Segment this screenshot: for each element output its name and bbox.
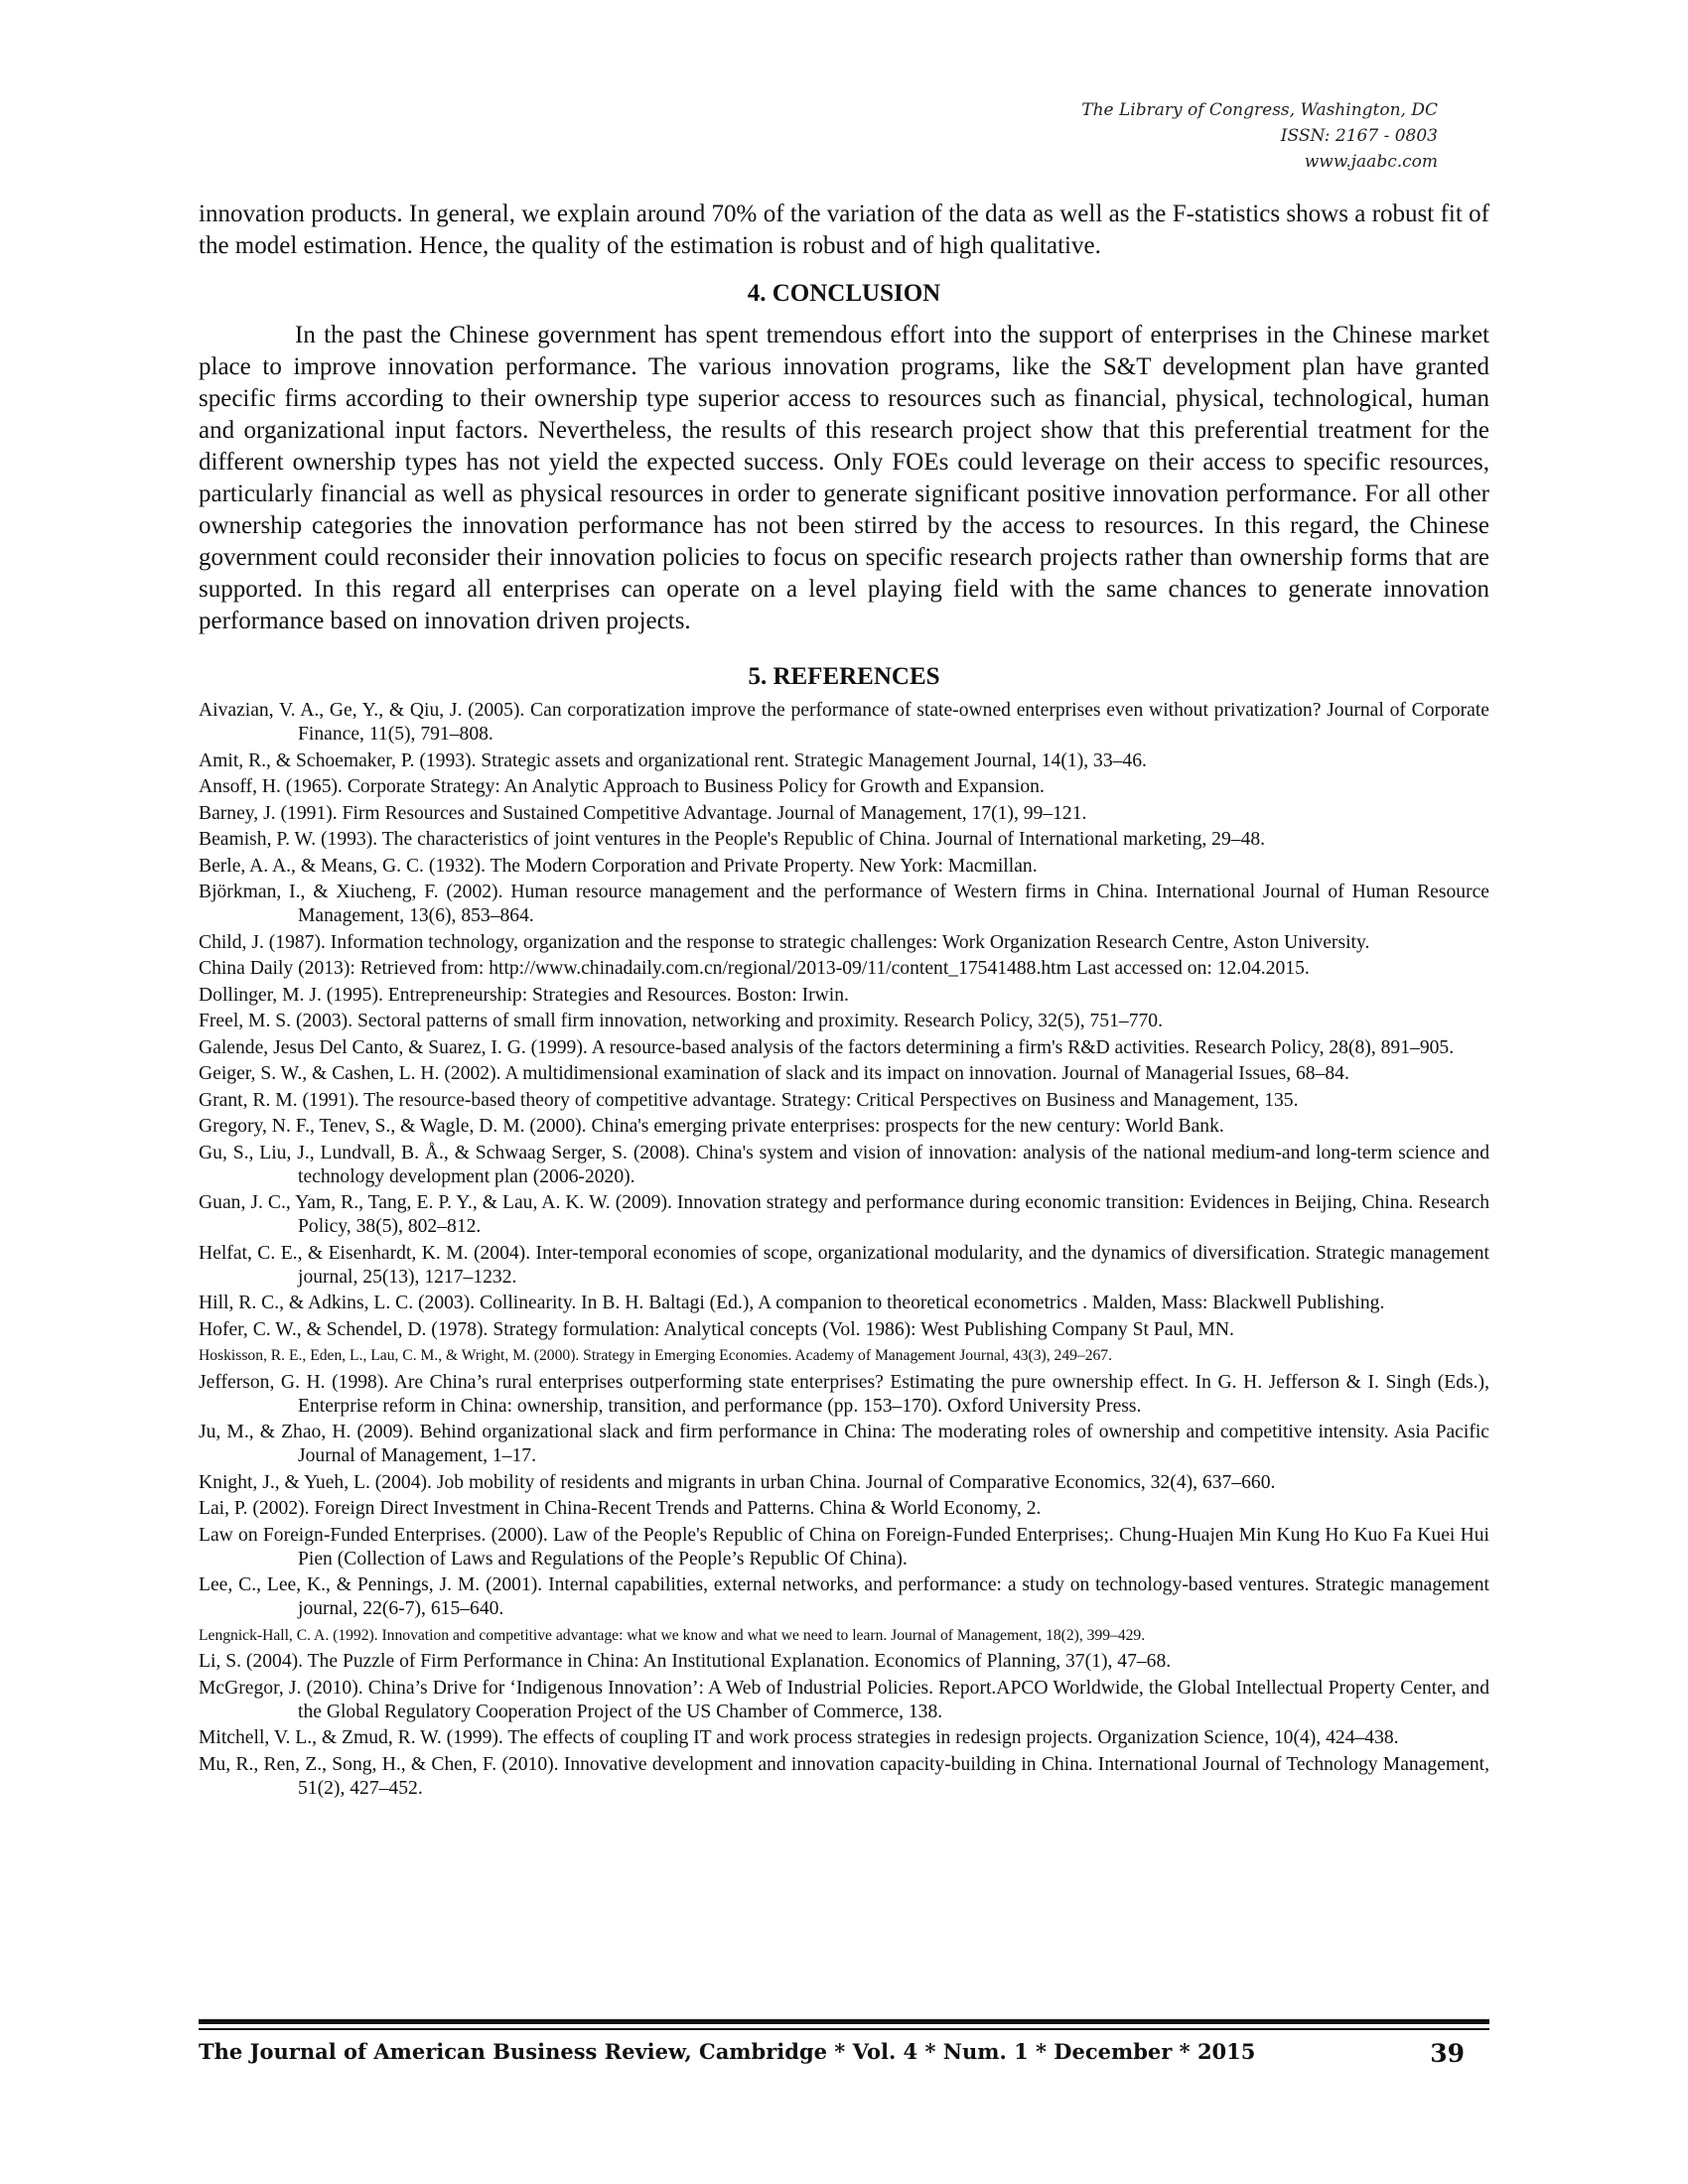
reference-item: Law on Foreign-Funded Enterprises. (2000). Law of the People's Republic of China on Foreign-Funded Enterprises;. Chung-Huajen Min Kung Ho Kuo Fa Kuei Hui Pien (Collection of Laws and Regulations of the People’s Republic Of China). (199, 1524, 1489, 1570)
conclusion-paragraph: In the past the Chinese government has spent tremendous effort into the support of enterprises in the Chinese market place to improve innovation performance. The various innovation programs, like the S&T development plan have granted specific firms according to their ownership type superior access to resources such as financial, physical, technological, human and organizational input factors. Nevertheless, the results of this research project show that this preferential treatment for the different ownership types has not yield the expected success. Only FOEs could leverage on their access to specific resources, particularly financial as well as physical resources in order to generate significant positive innovation performance. For all other ownership categories the innovation performance has not been stirred by the access to resources. In this regard, the Chinese government could reconsider their innovation policies to focus on specific research projects rather than ownership forms that are supported. In this regard all enterprises can operate on a level playing field with the same chances to generate innovation performance based on innovation driven projects. (199, 322, 1489, 634)
reference-item: Berle, A. A., & Means, G. C. (1932). The Modern Corporation and Private Property. New York: Macmillan. (199, 855, 1038, 877)
reference-item: Child, J. (1987). Information technology, organization and the response to strategic challenges: Work Organization Research Centre, Aston University. (199, 931, 1370, 953)
reference-item: Galende, Jesus Del Canto, & Suarez, I. G. (1999). A resource-based analysis of the factors determining a firm's R&D activities. Research Policy, 28(8), 891–905. (199, 1036, 1455, 1058)
reference-item: Lengnick-Hall, C. A. (1992). Innovation and competitive advantage: what we know and what we need to learn. Journal of Management, 18(2), 399–429. (199, 1626, 1146, 1644)
header-website-line: www.jaabc.com (1304, 152, 1438, 172)
conclusion-heading: 4. CONCLUSION (747, 280, 941, 307)
page-body (199, 199, 1489, 1803)
reference-item: Geiger, S. W., & Cashen, L. H. (2002). A multidimensional examination of slack and its impact on innovation. Journal of Managerial Issues, 68–84. (199, 1063, 1349, 1084)
reference-item: Björkman, I., & Xiucheng, F. (2002). Human resource management and the performance of Western firms in China. International Journal of Human Resource Management, 13(6), 853–864. (199, 882, 1489, 926)
reference-item: McGregor, J. (2010). China’s Drive for ‘Indigenous Innovation’: A Web of Industrial Policies. Report.APCO Worldwide, the Global Intellectual Property Center, and the Global Regulatory Cooperation Project of the US Chamber of Commerce, 138. (199, 1677, 1489, 1722)
intro-paragraph: innovation products. In general, we explain around 70% of the variation of the data as well as the F-statistics shows a robust fit of the model estimation. Hence, the quality of the estimation is robust and of high qualitative. (199, 201, 1489, 259)
reference-item: Grant, R. M. (1991). The resource-based theory of competitive advantage. Strategy: Critical Perspectives on Business and Management, 135. (199, 1089, 1299, 1111)
running-header (1081, 97, 1438, 175)
reference-item: Aivazian, V. A., Ge, Y., & Qiu, J. (2005). Can corporatization improve the performance of state-owned enterprises even without privatization? Journal of Corporate Finance, 11(5), 791–808. (199, 700, 1489, 745)
header-issn-line: ISSN: 2167 - 0803 (1280, 126, 1438, 146)
reference-item: Helfat, C. E., & Eisenhardt, K. M. (2004). Inter-temporal economies of scope, organizational modularity, and the dynamics of diversification. Strategic management journal, 25(13), 1217–1232. (199, 1242, 1489, 1288)
reference-item: Mitchell, V. L., & Zmud, R. W. (1999). The effects of coupling IT and work process strategies in redesign projects. Organization Science, 10(4), 424–438. (199, 1727, 1399, 1748)
reference-item: Hoskisson, R. E., Eden, L., Lau, C. M., & Wright, M. (2000). Strategy in Emerging Economies. Academy of Management Journal, 43(3), 249–267. (199, 1347, 1112, 1364)
reference-item: Gu, S., Liu, J., Lundvall, B. Å., & Schwaag Serger, S. (2008). China's system and vision of innovation: analysis of the national medium-and long-term science and technology development plan (2006-2020). (199, 1142, 1489, 1187)
footer-rule-thin (199, 2028, 1489, 2030)
reference-item: Dollinger, M. J. (1995). Entrepreneurship: Strategies and Resources. Boston: Irwin. (199, 984, 849, 1006)
reference-item: Lai, P. (2002). Foreign Direct Investment in China-Recent Trends and Patterns. China & World Economy, 2. (199, 1498, 1042, 1519)
references-list (199, 699, 1489, 1801)
reference-item: Freel, M. S. (2003). Sectoral patterns of small firm innovation, networking and proximity. Research Policy, 32(5), 751–770. (199, 1011, 1163, 1031)
running-footer (199, 2039, 1489, 2079)
page-number: 39 (1430, 2039, 1465, 2068)
reference-item: Knight, J., & Yueh, L. (2004). Job mobility of residents and migrants in urban China. Journal of Comparative Economics, 32(4), 637–660. (199, 1471, 1276, 1493)
references-heading: 5. REFERENCES (748, 663, 940, 690)
reference-item: Jefferson, G. H. (1998). Are China’s rural enterprises outperforming state enterprises? Estimating the pure ownership effect. In G. H. Jefferson & I. Singh (Eds.), Enterprise reform in China: ownership, transition, and performance (pp. 153–170). Oxford University Press. (199, 1371, 1489, 1417)
reference-item: China Daily (2013): Retrieved from: http://www.chinadaily.com.cn/regional/2013-09/11/content_17541488.htm Last accessed on: 12.04.2015. (199, 958, 1310, 979)
reference-item: Beamish, P. W. (1993). The characteristics of joint ventures in the People's Republic of China. Journal of International marketing, 29–48. (199, 829, 1266, 850)
reference-item: Ansoff, H. (1965). Corporate Strategy: An Analytic Approach to Business Policy for Growth and Expansion. (199, 776, 1045, 797)
reference-item: Hofer, C. W., & Schendel, D. (1978). Strategy formulation: Analytical concepts (Vol. 1986): West Publishing Company St Paul, MN. (199, 1318, 1234, 1340)
reference-item: Mu, R., Ren, Z., Song, H., & Chen, F. (2010). Innovative development and innovation capacity-building in China. International Journal of Technology Management, 51(2), 427–452. (199, 1753, 1489, 1799)
reference-item: Ju, M., & Zhao, H. (2009). Behind organizational slack and firm performance in China: The moderating roles of ownership and competitive intensity. Asia Pacific Journal of Management, 1–17. (199, 1422, 1489, 1466)
reference-item: Amit, R., & Schoemaker, P. (1993). Strategic assets and organizational rent. Strategic Management Journal, 14(1), 33–46. (199, 750, 1147, 771)
footer-journal-citation: The Journal of American Business Review, Cambridge * Vol. 4 * Num. 1 * December * 2015 (199, 2039, 1256, 2064)
header-library-line: The Library of Congress, Washington, DC (1081, 100, 1438, 120)
reference-item: Barney, J. (1991). Firm Resources and Sustained Competitive Advantage. Journal of Management, 17(1), 99–121. (199, 802, 1087, 824)
reference-item: Gregory, N. F., Tenev, S., & Wagle, D. M. (2000). China's emerging private enterprises: prospects for the new century: World Bank. (199, 1116, 1224, 1137)
reference-item: Lee, C., Lee, K., & Pennings, J. M. (2001). Internal capabilities, external networks, and performance: a study on technology-based ventures. Strategic management journal, 22(6-7), 615–640. (199, 1574, 1489, 1619)
reference-item: Guan, J. C., Yam, R., Tang, E. P. Y., & Lau, A. K. W. (2009). Innovation strategy and performance during economic transition: Evidences in Beijing, China. Research Policy, 38(5), 802–812. (199, 1192, 1489, 1237)
reference-item: Li, S. (2004). The Puzzle of Firm Performance in China: An Institutional Explanation. Economics of Planning, 37(1), 47–68. (199, 1651, 1172, 1672)
reference-item: Hill, R. C., & Adkins, L. C. (2003). Collinearity. In B. H. Baltagi (Ed.), A companion to theoretical econometrics . Malden, Mass: Blackwell Publishing. (199, 1293, 1385, 1313)
footer-rule-thick (199, 2019, 1489, 2024)
